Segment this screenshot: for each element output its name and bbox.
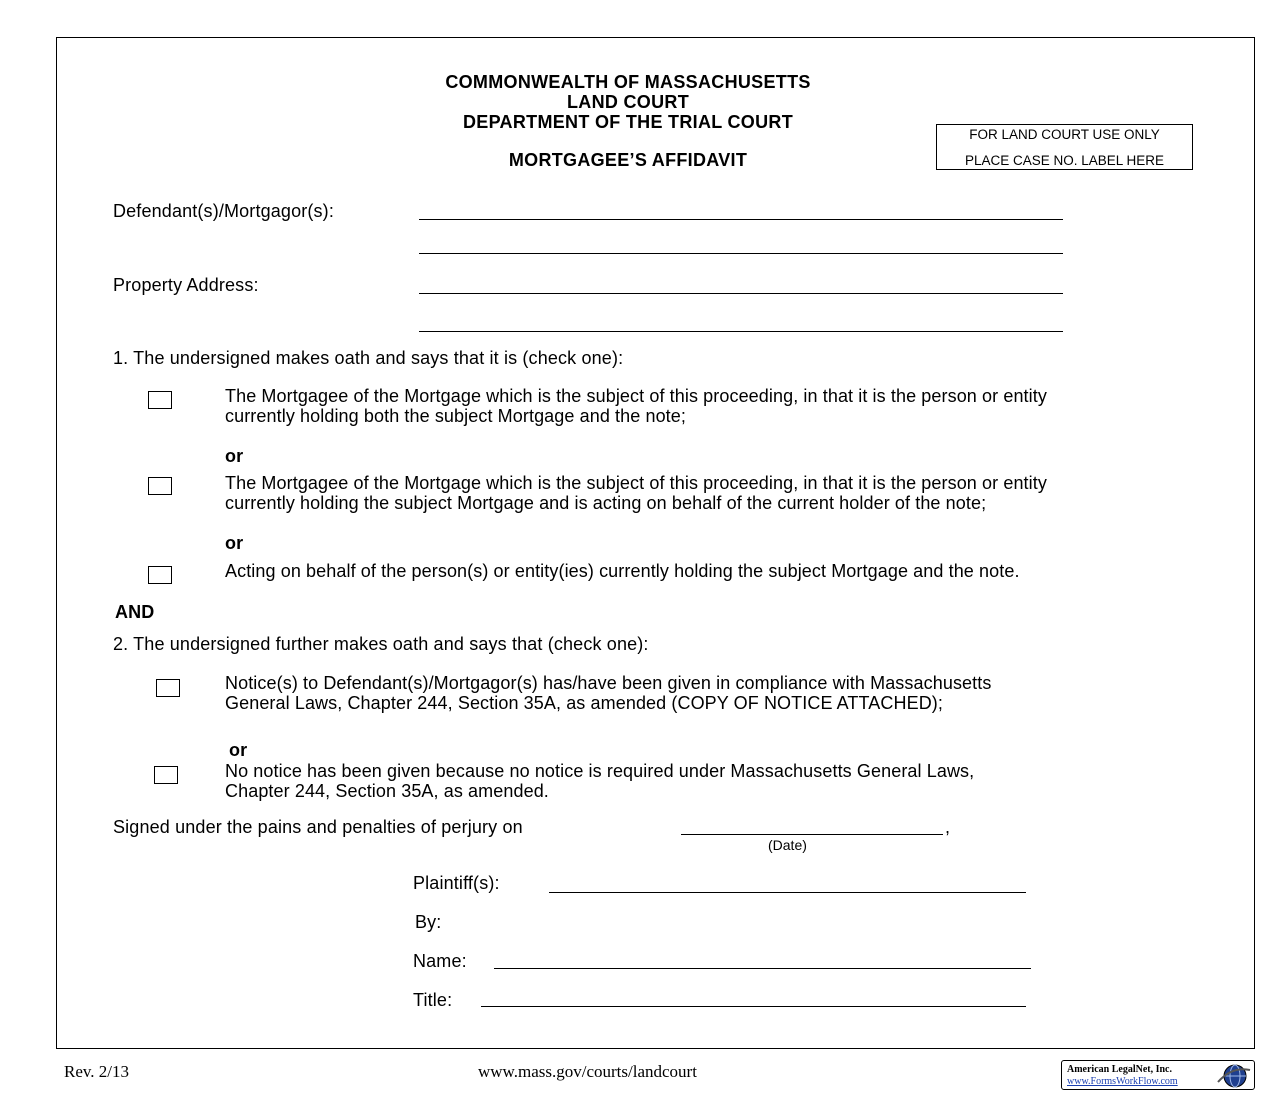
signed-date-line[interactable]	[681, 834, 943, 835]
plaintiffs-label: Plaintiff(s):	[413, 873, 500, 893]
section1-heading: 1. The undersigned makes oath and says that it is (check one):	[113, 348, 624, 368]
title-line[interactable]	[481, 1006, 1026, 1007]
section2-option2-text: No notice has been given because no notice is required under Massachusetts General Laws, Chapter 244, Section 35A, as amended.	[225, 761, 975, 801]
plaintiffs-line[interactable]	[549, 892, 1026, 893]
section2-heading: 2. The undersigned further makes oath and says that (check one):	[113, 634, 649, 654]
section2-option2-checkbox[interactable]	[154, 766, 178, 784]
section2-or-1: or	[229, 740, 248, 760]
signed-comma: ,	[945, 817, 951, 837]
section2-option1-checkbox[interactable]	[156, 679, 180, 697]
globe-icon	[1214, 1062, 1252, 1089]
case-label-box	[936, 124, 1193, 170]
section1-or-2: or	[225, 533, 244, 553]
footer-url[interactable]: www.mass.gov/courts/landcourt	[478, 1062, 697, 1081]
section2-option1-text: Notice(s) to Defendant(s)/Mortgagor(s) has/have been given in compliance with Massachusetts General Laws, Chapter 244, Section 35A, as amended (COPY OF NOTICE ATTACHED);	[225, 673, 992, 713]
section1-option3-checkbox[interactable]	[148, 566, 172, 584]
date-caption: (Date)	[768, 837, 807, 853]
american-legalnet-logo[interactable]	[1061, 1060, 1255, 1090]
use-box-line2: PLACE CASE NO. LABEL HERE	[964, 153, 1165, 168]
property-address-label: Property Address:	[113, 275, 259, 295]
section1-option1-checkbox[interactable]	[148, 391, 172, 409]
signed-statement: Signed under the pains and penalties of perjury on	[113, 817, 523, 837]
section1-option2-checkbox[interactable]	[148, 477, 172, 495]
revision-label: Rev. 2/13	[64, 1062, 130, 1081]
defendants-line-2[interactable]	[419, 253, 1063, 254]
section1-or-1: or	[225, 446, 244, 466]
header-department: DEPARTMENT OF THE TRIAL COURT	[462, 112, 794, 132]
defendants-line-1[interactable]	[419, 219, 1063, 220]
use-box-line1: FOR LAND COURT USE ONLY	[969, 127, 1160, 142]
form-title: MORTGAGEE’S AFFIDAVIT	[508, 150, 748, 170]
name-label: Name:	[413, 951, 467, 971]
logo-company-name: American LegalNet, Inc.	[1067, 1064, 1172, 1075]
header-commonwealth: COMMONWEALTH OF MASSACHUSETTS	[445, 72, 811, 92]
property-address-line-2[interactable]	[419, 331, 1063, 332]
section1-option3-text: Acting on behalf of the person(s) or entity(ies) currently holding the subject Mortgage and the note.	[225, 561, 1020, 581]
title-label: Title:	[413, 990, 453, 1010]
property-address-line-1[interactable]	[419, 293, 1063, 294]
header-land-court: LAND COURT	[567, 92, 689, 112]
section1-option1-text: The Mortgagee of the Mortgage which is the subject of this proceeding, in that it is the person or entity currently holding both the subject Mortgage and the note;	[225, 386, 1047, 426]
section1-option2-text: The Mortgagee of the Mortgage which is the subject of this proceeding, in that it is the person or entity currently holding the subject Mortgage and is acting on behalf of the current holder of the note;	[225, 473, 1047, 513]
name-line[interactable]	[494, 968, 1031, 969]
defendants-label: Defendant(s)/Mortgagor(s):	[113, 201, 334, 221]
and-label: AND	[115, 602, 155, 622]
by-label: By:	[415, 912, 442, 932]
logo-website: www.FormsWorkFlow.com	[1067, 1076, 1178, 1087]
